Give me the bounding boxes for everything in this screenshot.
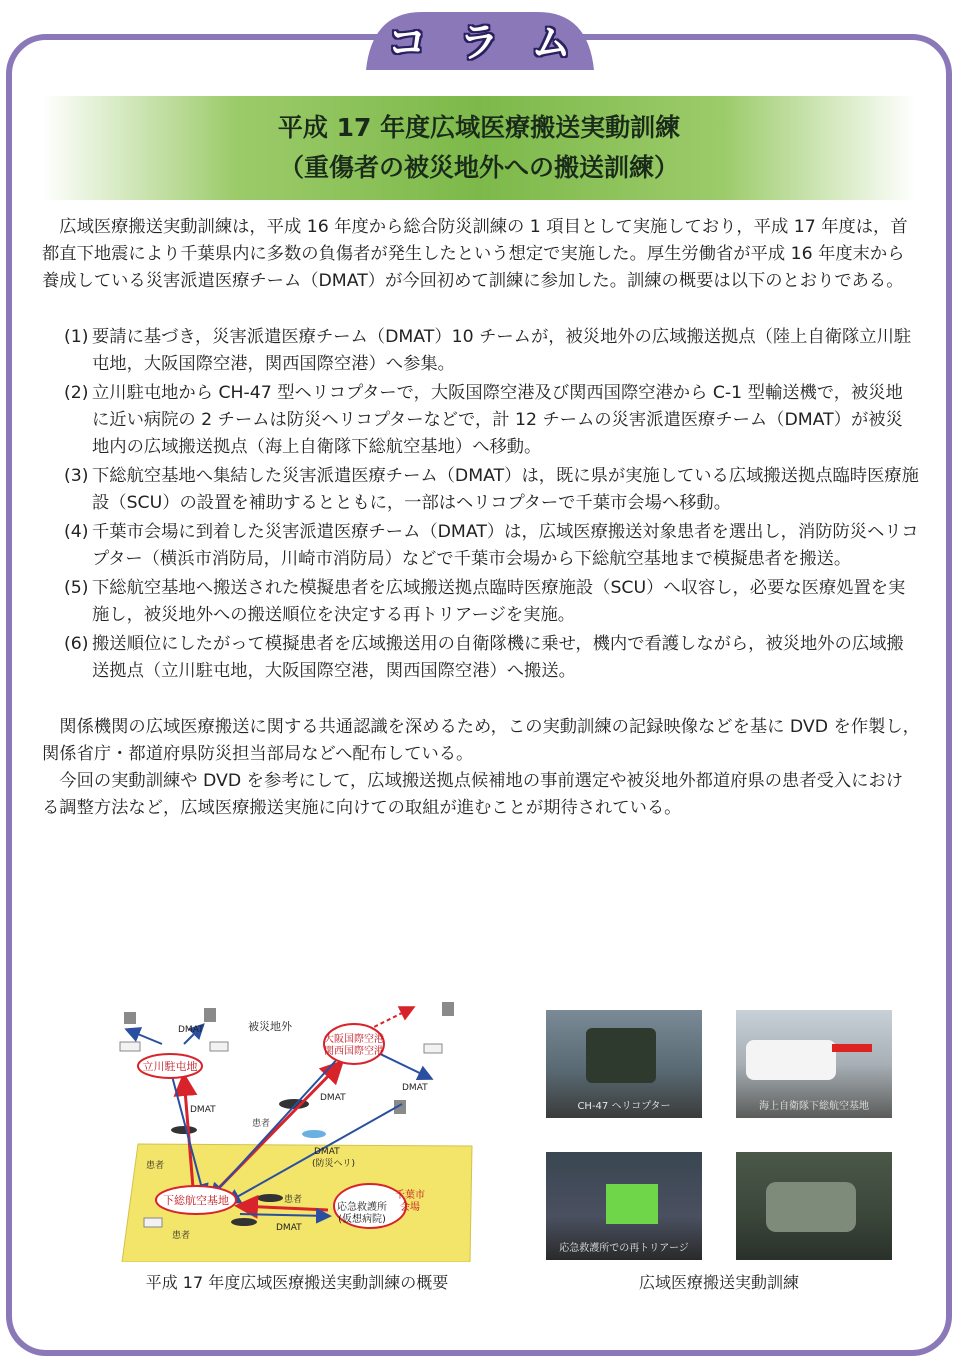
- list-item: [42, 380, 920, 461]
- tab-char: コ: [387, 19, 429, 66]
- item-number: (6): [64, 634, 89, 654]
- photo-aircraft-interior: [736, 1152, 892, 1260]
- dmat-label: DMAT: [178, 1025, 204, 1035]
- list-item: [42, 324, 920, 378]
- list-item: [42, 519, 920, 573]
- item-number: (4): [64, 522, 89, 542]
- dmat-label: DMAT: [276, 1223, 302, 1233]
- list-item: [42, 575, 920, 629]
- title-line-1: 平成 17 年度広域医療搬送実動訓練: [277, 113, 681, 142]
- patient-label: 患者: [284, 1195, 303, 1205]
- dmat-label: DMAT: [320, 1093, 346, 1103]
- item-number: (1): [64, 327, 89, 347]
- column-tab-label: [362, 8, 598, 70]
- title-line-2: （重傷者の被災地外への搬送訓練）: [278, 153, 679, 182]
- photo-caption: 広域医療搬送実動訓練: [638, 1273, 799, 1292]
- tab-char: ラ: [459, 19, 501, 66]
- chiba-label: 千葉市: [395, 1190, 425, 1201]
- item-text: 要請に基づき，災害派遣医療チーム（DMAT）10 チームが，被災地外の広域搬送拠点（陸上自衛隊立川駐屯地，大阪国際空港，関西国際空港）へ参集。: [92, 327, 912, 374]
- item-text: 立川駐屯地から CH-47 型ヘリコプターで，大阪国際空港及び関西国際空港から C-1 型輸送機で，被災地に近い病院の 2 チームは防災ヘリコプターなどで，計 12 チームの災害派遣医療チーム（DMAT）が被災地内の広域搬送拠点（海上自衛隊下総航空基地）へ移動。: [92, 383, 903, 457]
- list-item: [42, 631, 920, 685]
- photo-ch47: [546, 1010, 702, 1118]
- hospital-label: 応急救護所: [337, 1202, 387, 1213]
- page-title: [42, 108, 916, 188]
- outside-label: 被災地外: [248, 1020, 292, 1033]
- closing-paragraph: 今回の実動訓練や DVD を参考にして，広域搬送拠点候補地の事前選定や被災地外都道府県の患者受入における調整方法など，広域医療搬送実施に向けての取組が進むことが期待されている。: [42, 771, 904, 818]
- kansai-label: 関西国際空港: [324, 1046, 384, 1057]
- intro-paragraph: 広域医療搬送実動訓練は，平成 16 年度から総合防災訓練の 1 項目として実施しており，平成 17 年度は，首都直下地震により千葉県内に多数の負傷者が発生したという想定で実施した。厚生労働省が平成 16 年度末から養成している災害派遣医療チーム（DMAT）が今回初めて訓練に参加した。訓練の概要は以下のとおりである。: [42, 217, 908, 291]
- list-item: [42, 463, 920, 517]
- item-number: (3): [64, 466, 89, 486]
- closing-paragraph: 関係機関の広域医療搬送に関する共通認識を深めるため，この実動訓練の記録映像などを基に DVD を作製し，関係省庁・都道府県防災担当部局などへ配布している。: [42, 717, 920, 764]
- article-body: [42, 214, 920, 822]
- item-text: 搬送順位にしたがって模擬患者を広域搬送用の自衛隊機に乗せ，機内で看護しながら，被災地外の広域搬送拠点（立川駐屯地，大阪国際空港，関西国際空港）へ搬送。: [92, 634, 904, 681]
- photo-label: 海上自衛隊下総航空基地: [759, 1101, 869, 1112]
- item-text: 下総航空基地へ搬送された模擬患者を広域搬送拠点臨時医療施設（SCU）へ収容し，必要な医療処置を実施し，被災地外への搬送順位を決定する再トリアージを実施。: [92, 578, 906, 625]
- dmat-label: DMAT: [402, 1083, 428, 1093]
- transport-diagram: [112, 1000, 474, 1262]
- patient-label: 患者: [172, 1231, 191, 1241]
- patient-label: 患者: [146, 1161, 165, 1171]
- photo-triage: [546, 1152, 702, 1260]
- dmat-label: DMAT: [314, 1147, 340, 1157]
- bousai-label: (防災ヘリ): [312, 1159, 356, 1169]
- item-text: 千葉市会場に到着した災害派遣医療チーム（DMAT）は，広域医療搬送対象患者を選出し，消防防災ヘリコプター（横浜市消防局，川崎市消防局）などで千葉市会場から下総航空基地まで模擬患者を搬送。: [92, 522, 919, 569]
- hospital-sub-label: (仮想病院): [338, 1214, 386, 1225]
- patient-label: 患者: [252, 1119, 271, 1129]
- item-number: (5): [64, 578, 89, 598]
- dmat-label: DMAT: [190, 1105, 216, 1115]
- item-number: (2): [64, 383, 89, 403]
- chiba-sub-label: 会場: [400, 1202, 420, 1213]
- tab-char: ム: [531, 19, 573, 66]
- tachikawa-label: 立川駐屯地: [142, 1060, 198, 1073]
- bousai-heli-icon: [302, 1130, 326, 1138]
- photo-label: 応急救護所での再トリアージ: [559, 1243, 689, 1254]
- osaka-label: 大阪国際空港: [324, 1034, 384, 1045]
- photo-label: CH-47 ヘリコプター: [577, 1101, 671, 1112]
- item-text: 下総航空基地へ集結した災害派遣医療チーム（DMAT）は，既に県が実施している広域搬送拠点臨時医療施設（SCU）の設置を補助するとともに，一部はヘリコプターで千葉市会場へ移動。: [92, 466, 919, 513]
- diagram-caption: 平成 17 年度広域医療搬送実動訓練の概要: [145, 1273, 449, 1292]
- photo-shimofusa: [736, 1010, 892, 1118]
- shimofusa-label: 下総航空基地: [163, 1194, 229, 1207]
